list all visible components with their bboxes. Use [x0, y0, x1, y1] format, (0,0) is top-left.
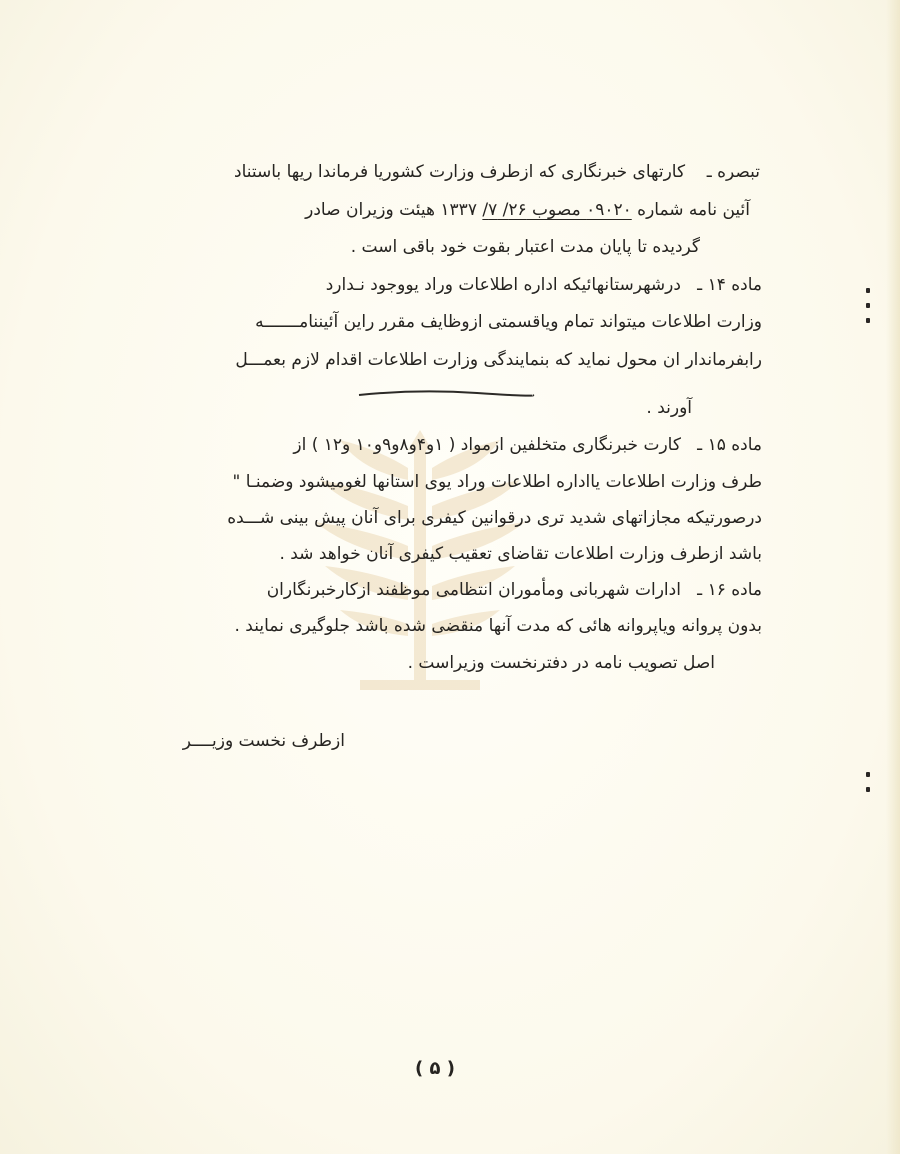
- article-14-line-2: [255, 310, 762, 334]
- article-number: ماده ۱۴ ـ: [697, 275, 762, 295]
- margin-mark: [866, 303, 870, 308]
- article-text: آورند .: [646, 398, 692, 418]
- article-text: درصورتیکه مجازاتهای شدید تری درقوانین کیفری برای آنان پیش بینی شـــده: [227, 508, 762, 528]
- article-16-line-2: [234, 614, 762, 638]
- article-text: رابفرماندار ان محول نماید که بنمایندگی وزارت اطلاعات اقدام لازم بعمـــل: [235, 350, 762, 370]
- note-text: گردیده تا پایان مدت اعتبار بقوت خود باقی است .: [350, 237, 700, 257]
- article-15-line-4: [279, 542, 762, 566]
- article-text: کارت خبرنگاری متخلفین ازمواد ( ۱و۴و۸و۹و۱۰ و۱۲ ) از: [293, 435, 681, 455]
- article-14-line-3: [235, 348, 762, 372]
- pen-underline-stroke: [357, 387, 535, 401]
- article-text: ادارات شهربانی ومأموران انتظامی موظفند ازکارخبرنگاران: [266, 580, 681, 600]
- note-heading: تبصره ـ: [706, 162, 760, 182]
- page-number: ( ۵ ): [415, 1058, 455, 1079]
- article-text: درشهرستانهائیکه اداره اطلاعات وراد یووجود نـدارد: [325, 275, 681, 295]
- article-text: باشد ازطرف وزارت اطلاعات تقاضای تعقیب کیفری آنان خواهد شد .: [279, 544, 762, 564]
- note-line-2: [305, 198, 750, 222]
- article-number: ماده ۱۶ ـ: [697, 580, 762, 600]
- article-14-line-1: [326, 273, 762, 297]
- note-text: ۱۳۳۷ هیئت وزیران صادر: [305, 200, 477, 220]
- article-text: بدون پروانه ویاپروانه هائی که مدت آنها منقضی شده باشد جلوگیری نمایند .: [234, 616, 762, 636]
- margin-marks-top: [866, 288, 870, 333]
- margin-mark: [866, 288, 870, 293]
- article-text: طرف وزارت اطلاعات یااداره اطلاعات وراد یوی استانها لغومیشود وضمنـا ": [232, 472, 762, 492]
- article-text: اصل تصویب نامه در دفترنخست وزیراست .: [407, 653, 715, 673]
- note-line-1: [234, 160, 760, 184]
- article-15-line-1: [293, 433, 762, 457]
- signature-line: ازطرف نخست وزیــــر: [182, 731, 345, 751]
- note-line-3: [351, 235, 700, 259]
- note-reference: ۰۹۰۲۰ مصوب ۲۶/ ۷/: [482, 200, 632, 220]
- note-text: کارتهای خبرنگاری که ازطرف وزارت کشوریا فرماندا ریها باستناد: [234, 162, 686, 182]
- article-15-line-2: [233, 470, 762, 494]
- article-text: وزارت اطلاعات میتواند تمام ویاقسمتی ازوظایف مقرر راین آئیننامـــــــه: [255, 312, 762, 332]
- note-text: آئین نامه شماره: [637, 200, 750, 220]
- article-number: ماده ۱۵ ـ: [697, 435, 762, 455]
- article-14-line-4: [646, 396, 692, 420]
- article-15-line-3: [227, 506, 762, 530]
- article-16-line-3: [408, 651, 715, 675]
- margin-marks-bottom: [866, 772, 870, 802]
- article-16-line-1: [267, 578, 762, 602]
- margin-mark: [866, 787, 870, 792]
- paper-edge-shadow: [886, 0, 900, 1154]
- margin-mark: [866, 318, 870, 323]
- margin-mark: [866, 772, 870, 777]
